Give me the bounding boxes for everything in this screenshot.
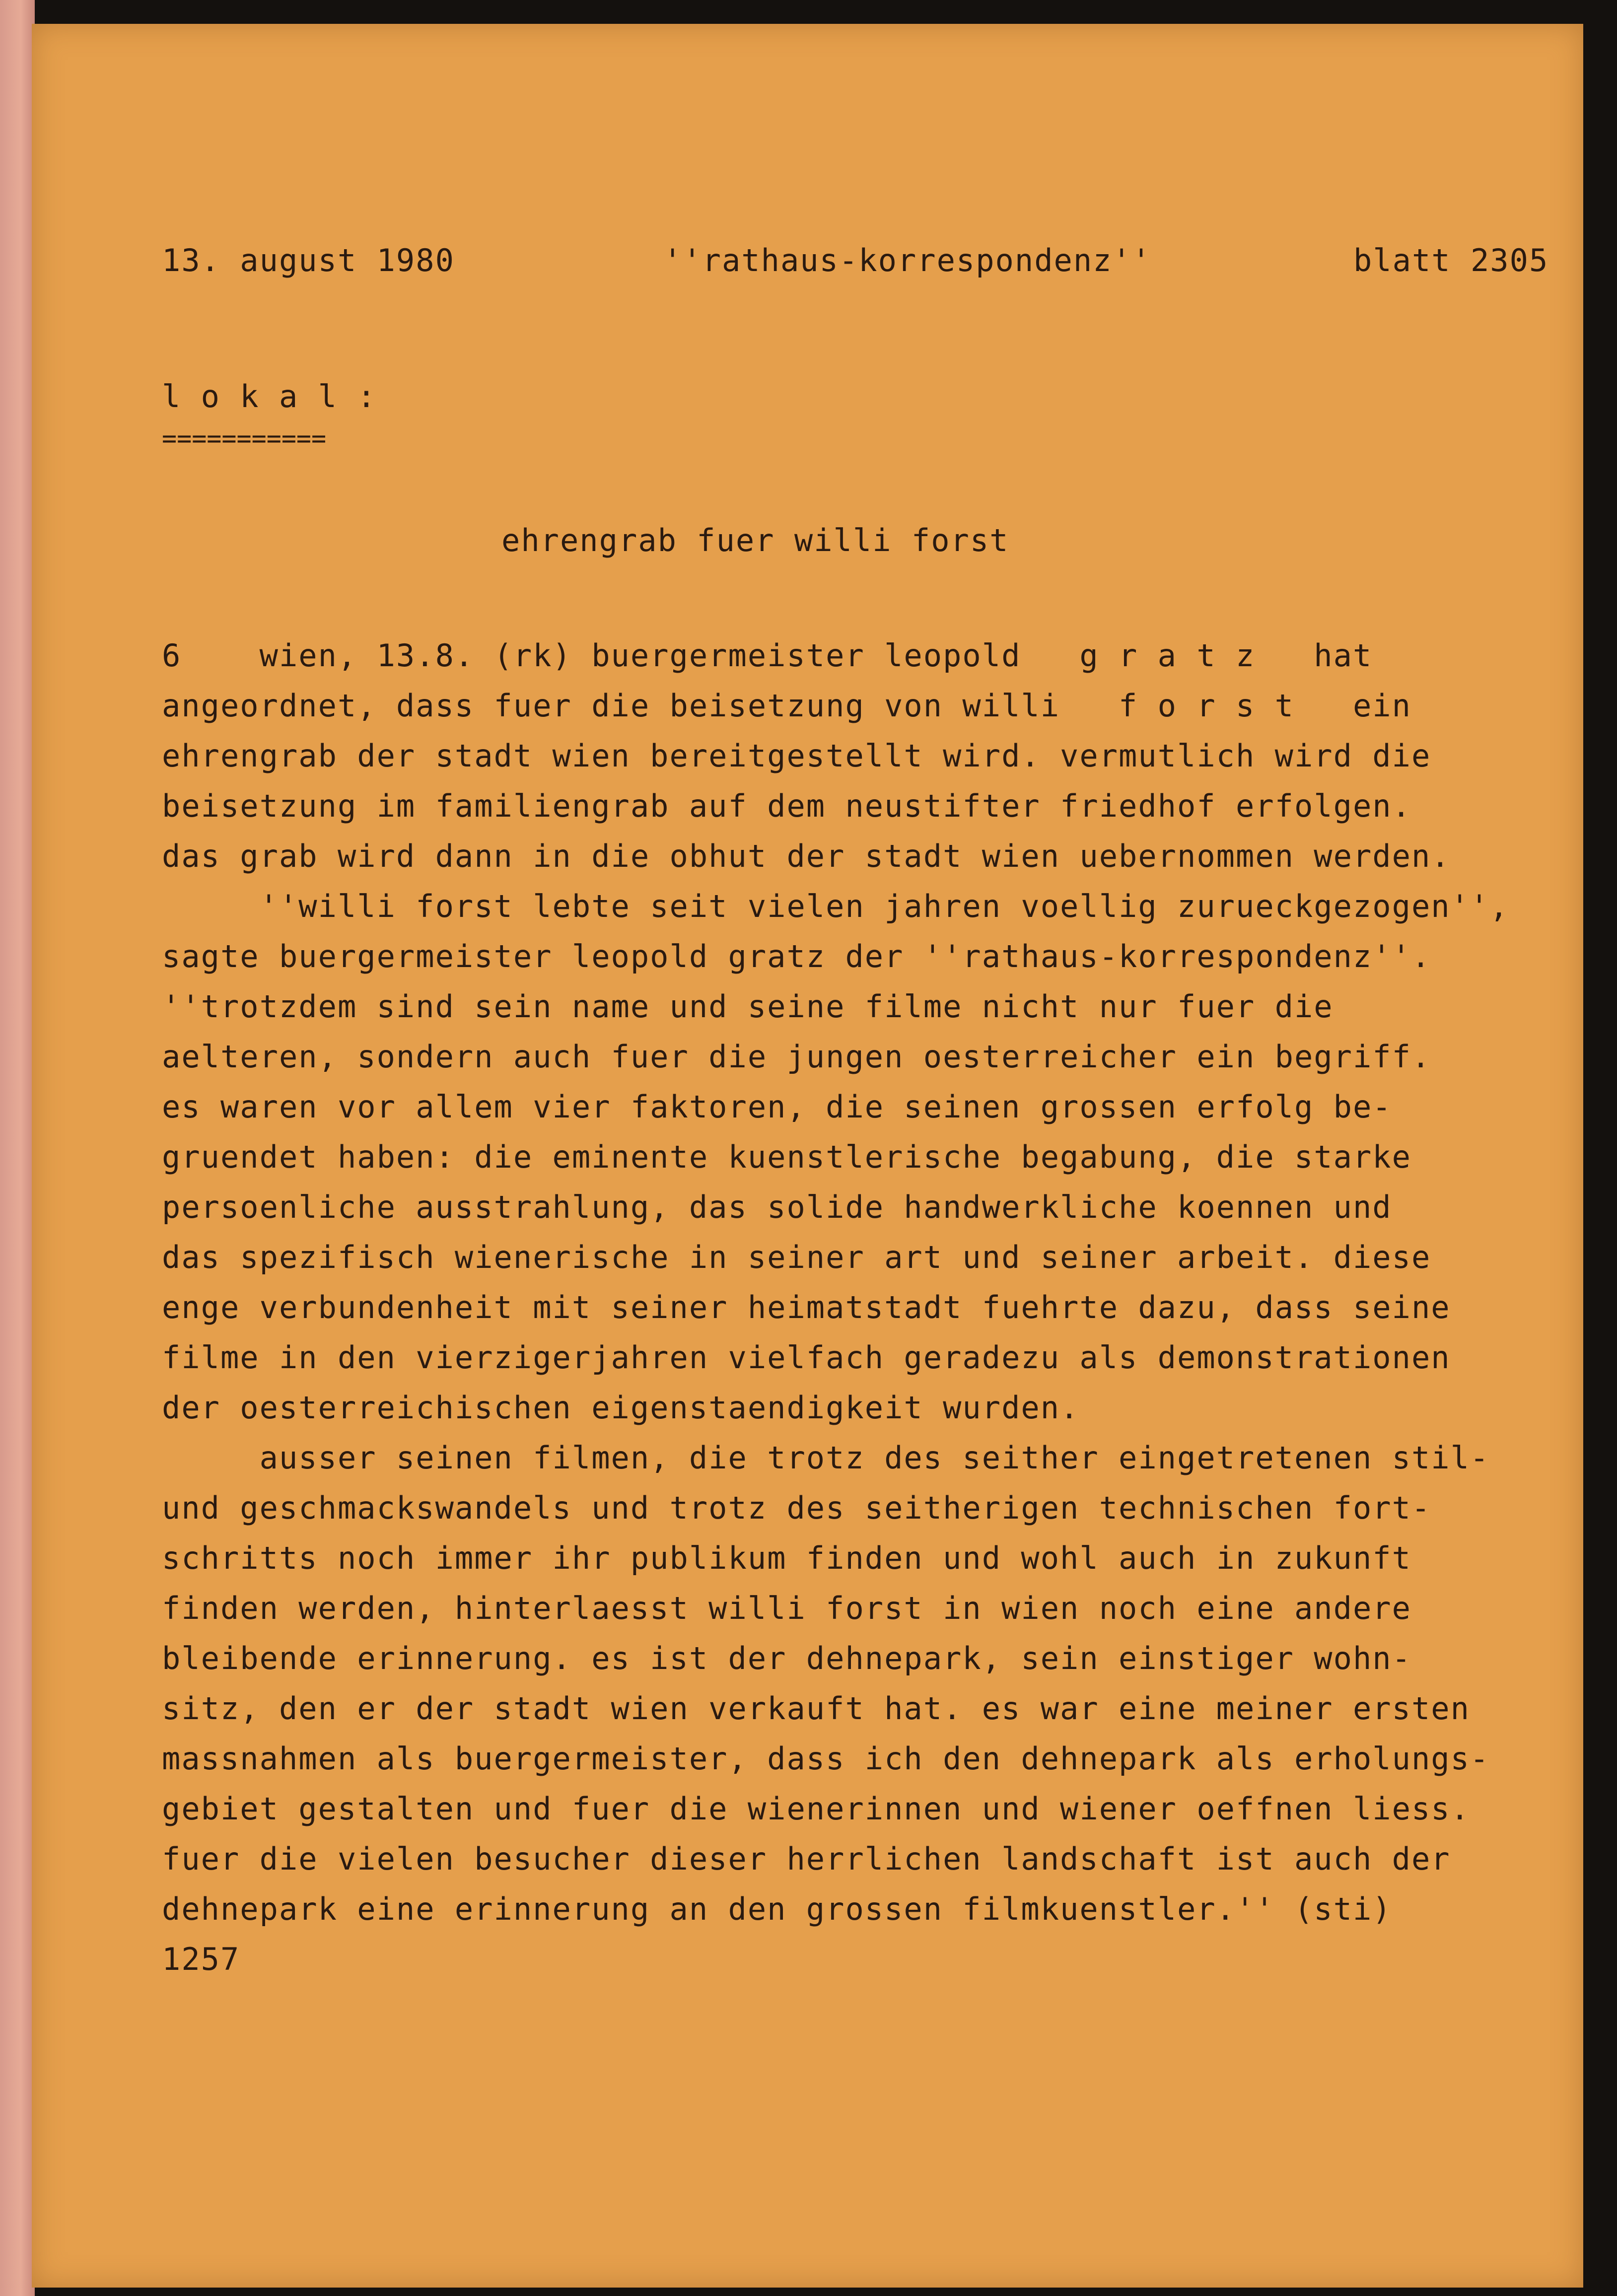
body-line: ''trotzdem sind sein name und seine filme nicht nur fuer die	[162, 988, 1334, 1025]
adjacent-page-edge	[0, 0, 35, 2296]
section-underline: ===========	[162, 424, 327, 453]
body-line: der oesterreichischen eigenstaendigkeit wurden.	[162, 1390, 1080, 1426]
body-line: angeordnet, dass fuer die beisetzung von willi f o r s t ein	[162, 688, 1411, 724]
body-line: ehrengrab der stadt wien bereitgestellt wird. vermutlich wird die	[162, 738, 1431, 774]
body-line: gebiet gestalten und fuer die wienerinnen und wiener oeffnen liess.	[162, 1791, 1470, 1827]
body-line: es waren vor allem vier faktoren, die seinen grossen erfolg be-	[162, 1089, 1392, 1125]
body-line: dehnepark eine erinnerung an den grossen filmkuenstler.'' (sti)	[162, 1891, 1392, 1927]
body-line: persoenliche ausstrahlung, das solide handwerkliche koennen und	[162, 1189, 1392, 1225]
header-page-number: blatt 2305	[1353, 242, 1549, 278]
body-line: ausser seinen filmen, die trotz des seither eingetretenen stil-	[162, 1440, 1490, 1476]
body-line: aelteren, sondern auch fuer die jungen oesterreicher ein begriff.	[162, 1039, 1431, 1075]
body-line: massnahmen als buergermeister, dass ich den dehnepark als erholungs-	[162, 1740, 1490, 1777]
article-title: ehrengrab fuer willi forst	[501, 522, 1009, 558]
document-number: 1257	[162, 1941, 240, 1977]
body-line: filme in den vierzigerjahren vielfach geradezu als demonstrationen	[162, 1339, 1451, 1376]
section-label: l o k a l :	[162, 378, 377, 415]
body-line: fuer die vielen besucher dieser herrlichen landschaft ist auch der	[162, 1841, 1451, 1877]
body-line: gruendet haben: die eminente kuenstlerische begabung, die starke	[162, 1139, 1411, 1175]
document-page	[32, 24, 1583, 2288]
body-line: das grab wird dann in die obhut der stadt wien uebernommen werden.	[162, 838, 1451, 874]
header-date: 13. august 1980	[162, 242, 455, 278]
body-line: das spezifisch wienerische in seiner art und seiner arbeit. diese	[162, 1239, 1431, 1275]
body-line: beisetzung im familiengrab auf dem neustifter friedhof erfolgen.	[162, 788, 1411, 824]
header-source: ''rathaus-korrespondenz''	[663, 242, 1152, 278]
body-line: finden werden, hinterlaesst willi forst in wien noch eine andere	[162, 1590, 1411, 1626]
body-line: enge verbundenheit mit seiner heimatstadt fuehrte dazu, dass seine	[162, 1289, 1451, 1325]
body-line: bleibende erinnerung. es ist der dehnepark, sein einstiger wohn-	[162, 1640, 1411, 1676]
body-line: sitz, den er der stadt wien verkauft hat. es war eine meiner ersten	[162, 1690, 1470, 1727]
body-line: 6 wien, 13.8. (rk) buergermeister leopold g r a t z hat	[162, 637, 1373, 674]
article-body	[162, 630, 1509, 1984]
body-line: schritts noch immer ihr publikum finden und wohl auch in zukunft	[162, 1540, 1411, 1576]
body-line: sagte buergermeister leopold gratz der ''rathaus-korrespondenz''.	[162, 938, 1431, 974]
body-line: ''willi forst lebte seit vielen jahren voellig zurueckgezogen'',	[162, 888, 1509, 924]
body-line: und geschmackswandels und trotz des seitherigen technischen fort-	[162, 1490, 1431, 1526]
